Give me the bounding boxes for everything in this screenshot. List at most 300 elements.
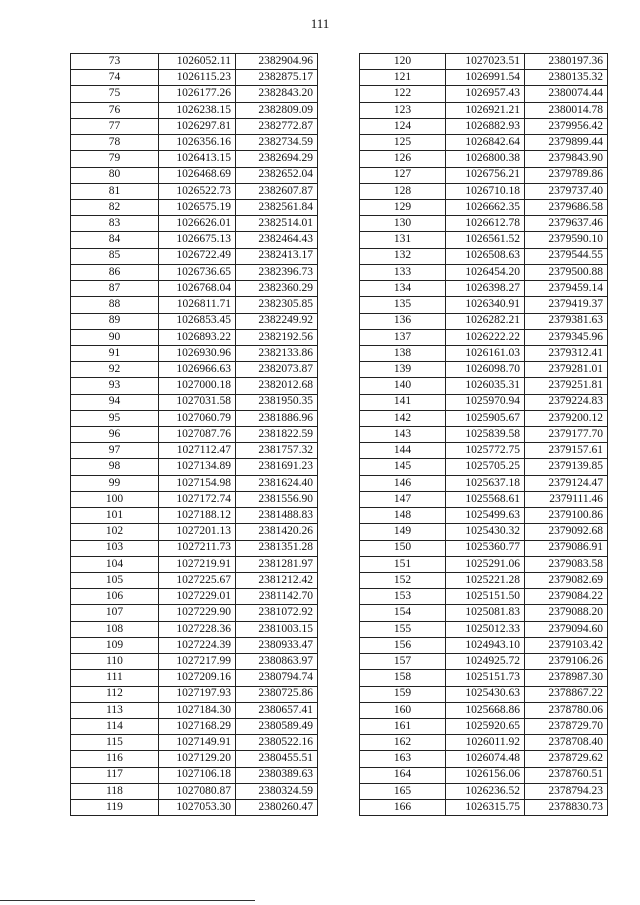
point-number-cell: 148 — [360, 508, 446, 524]
point-number-cell: 80 — [71, 167, 159, 183]
table-row — [71, 297, 318, 313]
point-number-cell: 125 — [360, 135, 446, 151]
point-number-cell: 137 — [360, 329, 446, 345]
y-coordinate-cell: 2382875.17 — [236, 70, 318, 86]
point-number-cell: 144 — [360, 443, 446, 459]
point-number-cell: 150 — [360, 540, 446, 556]
y-coordinate-cell: 2381822.59 — [236, 427, 318, 443]
x-coordinate-cell: 1026842.64 — [446, 135, 525, 151]
table-row — [360, 654, 608, 670]
point-number-cell: 98 — [71, 459, 159, 475]
point-number-cell: 142 — [360, 410, 446, 426]
y-coordinate-cell: 2379956.42 — [525, 118, 608, 134]
y-coordinate-cell: 2382694.29 — [236, 151, 318, 167]
y-coordinate-cell: 2382843.20 — [236, 86, 318, 102]
y-coordinate-cell: 2382607.87 — [236, 183, 318, 199]
point-number-cell: 127 — [360, 167, 446, 183]
table-row — [360, 54, 608, 70]
point-number-cell: 77 — [71, 118, 159, 134]
table-row — [360, 151, 608, 167]
table-row — [71, 670, 318, 686]
y-coordinate-cell: 2382464.43 — [236, 232, 318, 248]
y-coordinate-cell: 2382514.01 — [236, 216, 318, 232]
y-coordinate-cell: 2379106.26 — [525, 654, 608, 670]
x-coordinate-cell: 1026811.71 — [159, 297, 236, 313]
x-coordinate-cell: 1026468.69 — [159, 167, 236, 183]
table-row — [71, 216, 318, 232]
x-coordinate-cell: 1025637.18 — [446, 475, 525, 491]
y-coordinate-cell: 2378867.22 — [525, 686, 608, 702]
x-coordinate-cell: 1026991.54 — [446, 70, 525, 86]
y-coordinate-cell: 2381281.97 — [236, 556, 318, 572]
x-coordinate-cell: 1025430.63 — [446, 686, 525, 702]
x-coordinate-cell: 1025920.65 — [446, 718, 525, 734]
y-coordinate-cell: 2380389.63 — [236, 767, 318, 783]
x-coordinate-cell: 1027154.98 — [159, 475, 236, 491]
x-coordinate-cell: 1027149.91 — [159, 735, 236, 751]
y-coordinate-cell: 2379281.01 — [525, 362, 608, 378]
y-coordinate-cell: 2379084.22 — [525, 589, 608, 605]
table-row — [71, 281, 318, 297]
table-row — [360, 767, 608, 783]
table-row — [360, 556, 608, 572]
point-number-cell: 166 — [360, 800, 446, 816]
point-number-cell: 134 — [360, 281, 446, 297]
y-coordinate-cell: 2379637.46 — [525, 216, 608, 232]
x-coordinate-cell: 1026115.23 — [159, 70, 236, 86]
x-coordinate-cell: 1025221.28 — [446, 573, 525, 589]
table-row — [360, 702, 608, 718]
x-coordinate-cell: 1025151.50 — [446, 589, 525, 605]
table-row — [71, 783, 318, 799]
table-row — [360, 751, 608, 767]
point-number-cell: 154 — [360, 605, 446, 621]
y-coordinate-cell: 2381003.15 — [236, 621, 318, 637]
table-row — [71, 199, 318, 215]
point-number-cell: 123 — [360, 102, 446, 118]
x-coordinate-cell: 1026508.63 — [446, 248, 525, 264]
y-coordinate-cell: 2382772.87 — [236, 118, 318, 134]
x-coordinate-cell: 1027188.12 — [159, 508, 236, 524]
y-coordinate-cell: 2381886.96 — [236, 410, 318, 426]
point-number-cell: 75 — [71, 86, 159, 102]
point-number-cell: 155 — [360, 621, 446, 637]
x-coordinate-cell: 1026957.43 — [446, 86, 525, 102]
table-row — [360, 524, 608, 540]
x-coordinate-cell: 1026612.78 — [446, 216, 525, 232]
point-number-cell: 131 — [360, 232, 446, 248]
x-coordinate-cell: 1026561.52 — [446, 232, 525, 248]
x-coordinate-cell: 1026340.91 — [446, 297, 525, 313]
y-coordinate-cell: 2380589.49 — [236, 718, 318, 734]
coordinates-table-left — [70, 53, 318, 816]
point-number-cell: 146 — [360, 475, 446, 491]
y-coordinate-cell: 2380135.32 — [525, 70, 608, 86]
point-number-cell: 149 — [360, 524, 446, 540]
point-number-cell: 92 — [71, 362, 159, 378]
point-number-cell: 102 — [71, 524, 159, 540]
y-coordinate-cell: 2382561.84 — [236, 199, 318, 215]
table-row — [360, 637, 608, 653]
x-coordinate-cell: 1027053.30 — [159, 800, 236, 816]
table-row — [71, 459, 318, 475]
point-number-cell: 139 — [360, 362, 446, 378]
table-row — [360, 183, 608, 199]
x-coordinate-cell: 1026800.38 — [446, 151, 525, 167]
point-number-cell: 163 — [360, 751, 446, 767]
point-number-cell: 164 — [360, 767, 446, 783]
table-row — [71, 540, 318, 556]
y-coordinate-cell: 2381757.32 — [236, 443, 318, 459]
table-row — [360, 216, 608, 232]
table-row — [71, 637, 318, 653]
x-coordinate-cell: 1024925.72 — [446, 654, 525, 670]
x-coordinate-cell: 1026768.04 — [159, 281, 236, 297]
point-number-cell: 120 — [360, 54, 446, 70]
x-coordinate-cell: 1026882.93 — [446, 118, 525, 134]
point-number-cell: 138 — [360, 345, 446, 361]
table-row — [360, 86, 608, 102]
table-row — [71, 410, 318, 426]
table-row — [360, 378, 608, 394]
x-coordinate-cell: 1026413.15 — [159, 151, 236, 167]
table-row — [360, 783, 608, 799]
point-number-cell: 160 — [360, 702, 446, 718]
y-coordinate-cell: 2380933.47 — [236, 637, 318, 653]
point-number-cell: 103 — [71, 540, 159, 556]
x-coordinate-cell: 1027087.76 — [159, 427, 236, 443]
x-coordinate-cell: 1024943.10 — [446, 637, 525, 653]
table-row — [71, 86, 318, 102]
table-row — [360, 800, 608, 816]
table-row — [71, 491, 318, 507]
y-coordinate-cell: 2378708.40 — [525, 735, 608, 751]
y-coordinate-cell: 2379086.91 — [525, 540, 608, 556]
y-coordinate-cell: 2379124.47 — [525, 475, 608, 491]
x-coordinate-cell: 1027219.91 — [159, 556, 236, 572]
point-number-cell: 116 — [71, 751, 159, 767]
y-coordinate-cell: 2381072.92 — [236, 605, 318, 621]
y-coordinate-cell: 2382360.29 — [236, 281, 318, 297]
x-coordinate-cell: 1027168.29 — [159, 718, 236, 734]
table-row — [360, 70, 608, 86]
table-row — [71, 475, 318, 491]
point-number-cell: 110 — [71, 654, 159, 670]
y-coordinate-cell: 2379590.10 — [525, 232, 608, 248]
point-number-cell: 105 — [71, 573, 159, 589]
x-coordinate-cell: 1027229.90 — [159, 605, 236, 621]
x-coordinate-cell: 1027211.73 — [159, 540, 236, 556]
table-row — [71, 54, 318, 70]
point-number-cell: 73 — [71, 54, 159, 70]
table-row — [360, 573, 608, 589]
table-row — [360, 686, 608, 702]
y-coordinate-cell: 2379899.44 — [525, 135, 608, 151]
point-number-cell: 126 — [360, 151, 446, 167]
y-coordinate-cell: 2379345.96 — [525, 329, 608, 345]
point-number-cell: 136 — [360, 313, 446, 329]
y-coordinate-cell: 2381351.28 — [236, 540, 318, 556]
point-number-cell: 153 — [360, 589, 446, 605]
point-number-cell: 117 — [71, 767, 159, 783]
x-coordinate-cell: 1027080.87 — [159, 783, 236, 799]
table-row — [71, 183, 318, 199]
x-coordinate-cell: 1027229.01 — [159, 589, 236, 605]
table-row — [71, 443, 318, 459]
table-row — [360, 362, 608, 378]
table-row — [360, 427, 608, 443]
point-number-cell: 140 — [360, 378, 446, 394]
x-coordinate-cell: 1026893.22 — [159, 329, 236, 345]
table-row — [71, 702, 318, 718]
table-row — [71, 800, 318, 816]
y-coordinate-cell: 2380260.47 — [236, 800, 318, 816]
table-row — [71, 427, 318, 443]
point-number-cell: 128 — [360, 183, 446, 199]
point-number-cell: 112 — [71, 686, 159, 702]
x-coordinate-cell: 1026930.96 — [159, 345, 236, 361]
y-coordinate-cell: 2379224.83 — [525, 394, 608, 410]
table-row — [360, 135, 608, 151]
table-row — [71, 751, 318, 767]
y-coordinate-cell: 2381950.35 — [236, 394, 318, 410]
x-coordinate-cell: 1027112.47 — [159, 443, 236, 459]
y-coordinate-cell: 2381420.26 — [236, 524, 318, 540]
y-coordinate-cell: 2379082.69 — [525, 573, 608, 589]
point-number-cell: 141 — [360, 394, 446, 410]
x-coordinate-cell: 1026736.65 — [159, 264, 236, 280]
point-number-cell: 84 — [71, 232, 159, 248]
y-coordinate-cell: 2379500.88 — [525, 264, 608, 280]
table-row — [360, 605, 608, 621]
x-coordinate-cell: 1025668.86 — [446, 702, 525, 718]
x-coordinate-cell: 1026177.26 — [159, 86, 236, 102]
y-coordinate-cell: 2379200.12 — [525, 410, 608, 426]
x-coordinate-cell: 1027209.16 — [159, 670, 236, 686]
table-row — [360, 508, 608, 524]
point-number-cell: 129 — [360, 199, 446, 215]
page-number: 111 — [310, 16, 330, 31]
y-coordinate-cell: 2379100.86 — [525, 508, 608, 524]
table-row — [71, 329, 318, 345]
table-row — [71, 102, 318, 118]
x-coordinate-cell: 1027000.18 — [159, 378, 236, 394]
point-number-cell: 76 — [71, 102, 159, 118]
x-coordinate-cell: 1026853.45 — [159, 313, 236, 329]
table-row — [360, 443, 608, 459]
table-row — [71, 394, 318, 410]
y-coordinate-cell: 2379177.70 — [525, 427, 608, 443]
x-coordinate-cell: 1026297.81 — [159, 118, 236, 134]
table-row — [71, 232, 318, 248]
table-row — [360, 540, 608, 556]
point-number-cell: 95 — [71, 410, 159, 426]
x-coordinate-cell: 1027225.67 — [159, 573, 236, 589]
x-coordinate-cell: 1026052.11 — [159, 54, 236, 70]
point-number-cell: 156 — [360, 637, 446, 653]
y-coordinate-cell: 2382734.59 — [236, 135, 318, 151]
point-number-cell: 143 — [360, 427, 446, 443]
y-coordinate-cell: 2380455.51 — [236, 751, 318, 767]
point-number-cell: 161 — [360, 718, 446, 734]
table-row — [71, 686, 318, 702]
x-coordinate-cell: 1026074.48 — [446, 751, 525, 767]
x-coordinate-cell: 1025360.77 — [446, 540, 525, 556]
point-number-cell: 158 — [360, 670, 446, 686]
x-coordinate-cell: 1025081.83 — [446, 605, 525, 621]
y-coordinate-cell: 2382396.73 — [236, 264, 318, 280]
point-number-cell: 113 — [71, 702, 159, 718]
y-coordinate-cell: 2381691.23 — [236, 459, 318, 475]
x-coordinate-cell: 1025839.58 — [446, 427, 525, 443]
y-coordinate-cell: 2382073.87 — [236, 362, 318, 378]
y-coordinate-cell: 2379139.85 — [525, 459, 608, 475]
table-row — [360, 232, 608, 248]
point-number-cell: 94 — [71, 394, 159, 410]
y-coordinate-cell: 2382249.92 — [236, 313, 318, 329]
x-coordinate-cell: 1027129.20 — [159, 751, 236, 767]
x-coordinate-cell: 1026282.21 — [446, 313, 525, 329]
x-coordinate-cell: 1026722.49 — [159, 248, 236, 264]
y-coordinate-cell: 2380657.41 — [236, 702, 318, 718]
table-row — [360, 475, 608, 491]
table-row — [360, 621, 608, 637]
x-coordinate-cell: 1025151.73 — [446, 670, 525, 686]
table-row — [71, 556, 318, 572]
y-coordinate-cell: 2382133.86 — [236, 345, 318, 361]
table-row — [71, 248, 318, 264]
x-coordinate-cell: 1026398.27 — [446, 281, 525, 297]
table-row — [360, 459, 608, 475]
table-row — [360, 199, 608, 215]
x-coordinate-cell: 1026238.15 — [159, 102, 236, 118]
point-number-cell: 162 — [360, 735, 446, 751]
point-number-cell: 119 — [71, 800, 159, 816]
x-coordinate-cell: 1026222.22 — [446, 329, 525, 345]
x-coordinate-cell: 1026756.21 — [446, 167, 525, 183]
x-coordinate-cell: 1026098.70 — [446, 362, 525, 378]
x-coordinate-cell: 1026315.75 — [446, 800, 525, 816]
x-coordinate-cell: 1027031.58 — [159, 394, 236, 410]
point-number-cell: 82 — [71, 199, 159, 215]
y-coordinate-cell: 2381624.40 — [236, 475, 318, 491]
y-coordinate-cell: 2380197.36 — [525, 54, 608, 70]
x-coordinate-cell: 1027184.30 — [159, 702, 236, 718]
table-row — [71, 345, 318, 361]
table-row — [360, 329, 608, 345]
point-number-cell: 96 — [71, 427, 159, 443]
y-coordinate-cell: 2381488.83 — [236, 508, 318, 524]
y-coordinate-cell: 2379737.40 — [525, 183, 608, 199]
point-number-cell: 132 — [360, 248, 446, 264]
x-coordinate-cell: 1026522.73 — [159, 183, 236, 199]
table-row — [71, 362, 318, 378]
x-coordinate-cell: 1027060.79 — [159, 410, 236, 426]
point-number-cell: 107 — [71, 605, 159, 621]
point-number-cell: 81 — [71, 183, 159, 199]
x-coordinate-cell: 1025705.25 — [446, 459, 525, 475]
x-coordinate-cell: 1025568.61 — [446, 491, 525, 507]
point-number-cell: 91 — [71, 345, 159, 361]
table-row — [71, 167, 318, 183]
point-number-cell: 151 — [360, 556, 446, 572]
x-coordinate-cell: 1027134.89 — [159, 459, 236, 475]
x-coordinate-cell: 1026236.52 — [446, 783, 525, 799]
y-coordinate-cell: 2382305.85 — [236, 297, 318, 313]
y-coordinate-cell: 2379111.46 — [525, 491, 608, 507]
x-coordinate-cell: 1025291.06 — [446, 556, 525, 572]
x-coordinate-cell: 1026011.92 — [446, 735, 525, 751]
table-row — [71, 605, 318, 621]
point-number-cell: 88 — [71, 297, 159, 313]
x-coordinate-cell: 1025772.75 — [446, 443, 525, 459]
point-number-cell: 100 — [71, 491, 159, 507]
point-number-cell: 101 — [71, 508, 159, 524]
table-row — [360, 167, 608, 183]
x-coordinate-cell: 1027224.39 — [159, 637, 236, 653]
point-number-cell: 89 — [71, 313, 159, 329]
x-coordinate-cell: 1026156.06 — [446, 767, 525, 783]
y-coordinate-cell: 2382192.56 — [236, 329, 318, 345]
y-coordinate-cell: 2381212.42 — [236, 573, 318, 589]
x-coordinate-cell: 1025970.94 — [446, 394, 525, 410]
x-coordinate-cell: 1026575.19 — [159, 199, 236, 215]
point-number-cell: 90 — [71, 329, 159, 345]
point-number-cell: 114 — [71, 718, 159, 734]
point-number-cell: 109 — [71, 637, 159, 653]
y-coordinate-cell: 2380863.97 — [236, 654, 318, 670]
y-coordinate-cell: 2379094.60 — [525, 621, 608, 637]
point-number-cell: 124 — [360, 118, 446, 134]
y-coordinate-cell: 2379083.58 — [525, 556, 608, 572]
table-row — [71, 508, 318, 524]
point-number-cell: 118 — [71, 783, 159, 799]
point-number-cell: 152 — [360, 573, 446, 589]
table-row — [360, 394, 608, 410]
table-row — [71, 589, 318, 605]
table-row — [360, 118, 608, 134]
table-row — [71, 718, 318, 734]
table-row — [360, 670, 608, 686]
x-coordinate-cell: 1026035.31 — [446, 378, 525, 394]
x-coordinate-cell: 1027106.18 — [159, 767, 236, 783]
y-coordinate-cell: 2382904.96 — [236, 54, 318, 70]
point-number-cell: 135 — [360, 297, 446, 313]
point-number-cell: 145 — [360, 459, 446, 475]
x-coordinate-cell: 1026966.63 — [159, 362, 236, 378]
y-coordinate-cell: 2382413.17 — [236, 248, 318, 264]
table-row — [71, 118, 318, 134]
y-coordinate-cell: 2378780.06 — [525, 702, 608, 718]
point-number-cell: 86 — [71, 264, 159, 280]
point-number-cell: 104 — [71, 556, 159, 572]
footnote-separator-line — [0, 900, 255, 901]
y-coordinate-cell: 2379686.58 — [525, 199, 608, 215]
point-number-cell: 106 — [71, 589, 159, 605]
y-coordinate-cell: 2380014.78 — [525, 102, 608, 118]
x-coordinate-cell: 1026662.35 — [446, 199, 525, 215]
y-coordinate-cell: 2378760.51 — [525, 767, 608, 783]
y-coordinate-cell: 2378830.73 — [525, 800, 608, 816]
table-row — [360, 264, 608, 280]
y-coordinate-cell: 2382652.04 — [236, 167, 318, 183]
point-number-cell: 157 — [360, 654, 446, 670]
x-coordinate-cell: 1027228.36 — [159, 621, 236, 637]
point-number-cell: 79 — [71, 151, 159, 167]
point-number-cell: 74 — [71, 70, 159, 86]
point-number-cell: 93 — [71, 378, 159, 394]
table-row — [71, 378, 318, 394]
